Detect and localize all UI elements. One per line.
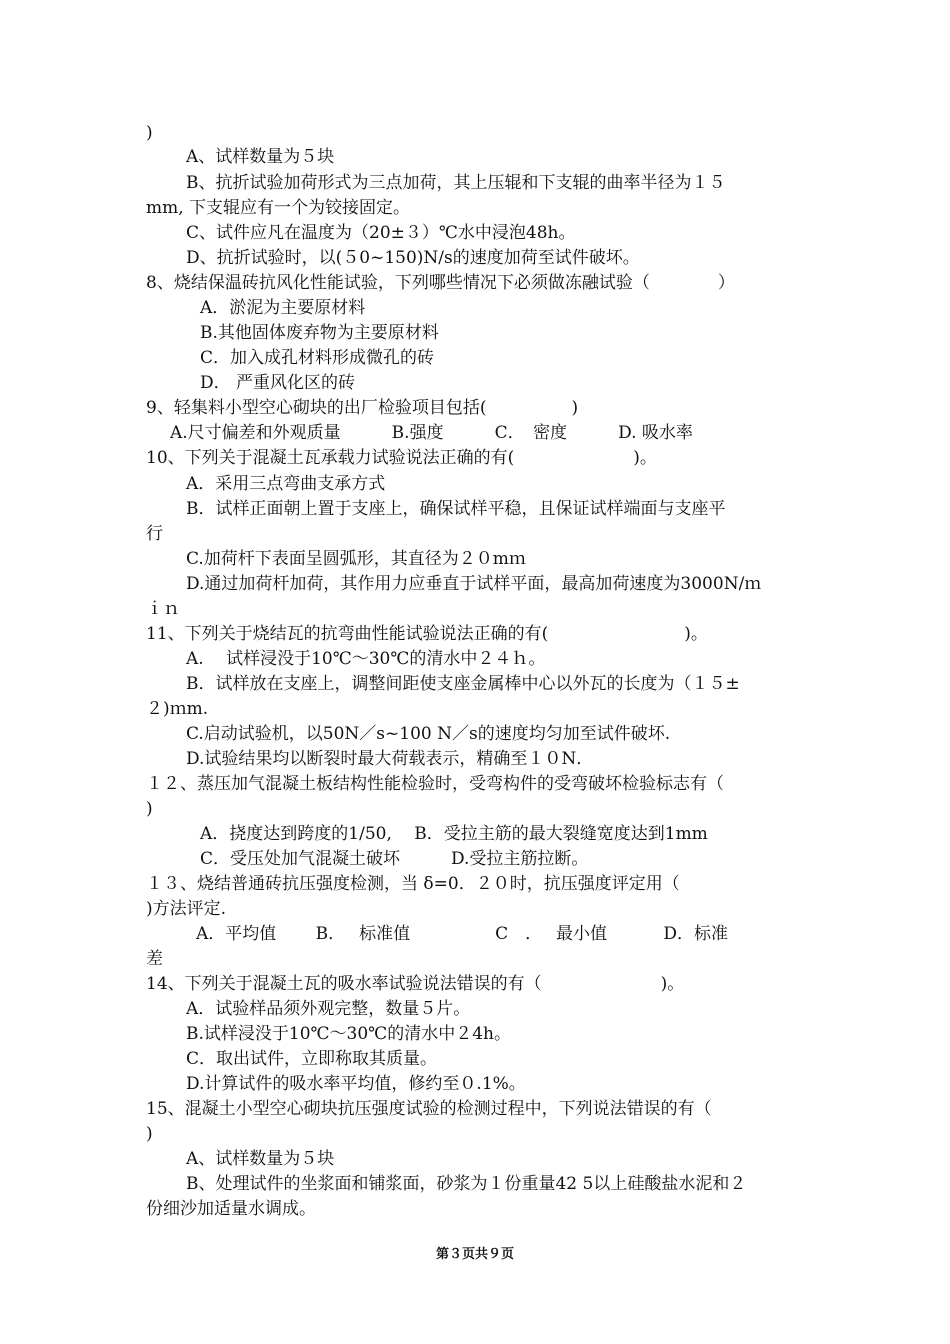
- text-line: C.加荷杆下表面呈圆弧形，其直径为２０mｍ: [186, 549, 526, 569]
- text-line: ): [146, 123, 153, 143]
- text-line: A．试验样品须外观完整，数量５片。: [186, 999, 471, 1019]
- text-line: B.其他固体废弃物为主要原材料: [200, 323, 439, 343]
- text-line: C、试件应凡在温度为（20±３）℃水中浸泡48h。: [186, 223, 576, 243]
- text-line: D、抗折试验时，以(５0~150)N/s的速度加荷至试件破坏。: [186, 248, 640, 268]
- text-line: ): [146, 1124, 153, 1144]
- text-line: ２)ｍm.: [146, 699, 209, 719]
- text-line: D． 严重风化区的砖: [200, 373, 356, 393]
- text-line: )方法评定.: [146, 899, 227, 919]
- text-line: A. 试样浸没于10℃～30℃的清水中２４ｈ。: [186, 649, 546, 669]
- text-line: 差: [146, 949, 163, 969]
- text-line: D.试验结果均以断裂时最大荷载表示，精确至１０N．: [186, 749, 594, 769]
- text-line: B.试样浸没于10℃～30℃的清水中２4h。: [186, 1024, 511, 1044]
- question-10: 10、下列关于混凝土瓦承载力试验说法正确的有( )。: [146, 448, 657, 468]
- text-line: C．加入成孔材料形成微孔的砖: [200, 348, 435, 368]
- question-14: 14、下列关于混凝土瓦的吸水率试验说法错误的有（ )。: [146, 974, 685, 994]
- question-12: １２、蒸压加气混凝土板结构性能检验时，受弯构件的受弯破坏检验标志有（: [146, 774, 724, 794]
- text-line: 份细沙加适量水调成。: [146, 1199, 316, 1219]
- question-15: 15、混凝土小型空心砌块抗压强度试验的检测过程中，下列说法错误的有（: [146, 1099, 712, 1119]
- text-line: A．采用三点弯曲支承方式: [186, 474, 386, 494]
- question-9: 9、轻集料小型空心砌块的出厂检验项目包括( ): [146, 398, 579, 418]
- text-line: A．平均值 B． 标准值 C ． 最小值 D．标准: [196, 924, 729, 944]
- text-line: B、处理试件的坐浆面和铺浆面，砂浆为１份重量42 5以上硅酸盐水泥和２: [186, 1174, 747, 1194]
- text-line: D.通过加荷杆加荷，其作用力应垂直于试样平面，最高加荷速度为3000N/ｍ: [186, 574, 762, 594]
- text-line: A.尺寸偏差和外观质量 B.强度 C． 密度 D. 吸水率: [170, 423, 693, 443]
- question-8: 8、烧结保温砖抗风化性能试验，下列哪些情况下必须做冻融试验（ ）: [146, 273, 735, 293]
- text-line: C．受压处加气混凝土破坏 D.受拉主筋拉断。: [200, 849, 589, 869]
- text-line: A、试样数量为５块: [186, 1149, 335, 1169]
- question-11: 11、下列关于烧结瓦的抗弯曲性能试验说法正确的有( )。: [146, 624, 708, 644]
- text-line: mm, 下支辊应有一个为铰接固定。: [146, 198, 411, 218]
- text-line: A、试样数量为５块: [186, 147, 335, 167]
- text-line: 行: [146, 524, 163, 544]
- text-line: A．挠度达到跨度的1/50, B．受拉主筋的最大裂缝宽度达到1mm: [200, 824, 708, 844]
- text-line: B．试样放在支座上，调整间距使支座金属棒中心以外瓦的长度为（１５±: [186, 674, 740, 694]
- question-13: １３、烧结普通砖抗压强度检测，当 δ=0．２０时，抗压强度评定用（: [146, 874, 680, 894]
- text-line: C.启动试验机，以50N／s~100 N／s的速度均匀加至试件破坏.: [186, 724, 671, 744]
- text-line: ｉｎ: [146, 599, 180, 619]
- text-line: ): [146, 799, 153, 819]
- text-line: C．取出试件，立即称取其质量。: [186, 1049, 438, 1069]
- text-line: B．试样正面朝上置于支座上，确保试样平稳，且保证试样端面与支座平: [186, 499, 726, 519]
- text-line: B、抗折试验加荷形式为三点加荷，其上压辊和下支辊的曲率半径为１５: [186, 173, 726, 193]
- text-line: D.计算试件的吸水率平均值，修约至０.1%。: [186, 1074, 526, 1094]
- page-footer: 第３页共９页: [435, 1247, 514, 1262]
- text-line: A．淤泥为主要原材料: [200, 298, 366, 318]
